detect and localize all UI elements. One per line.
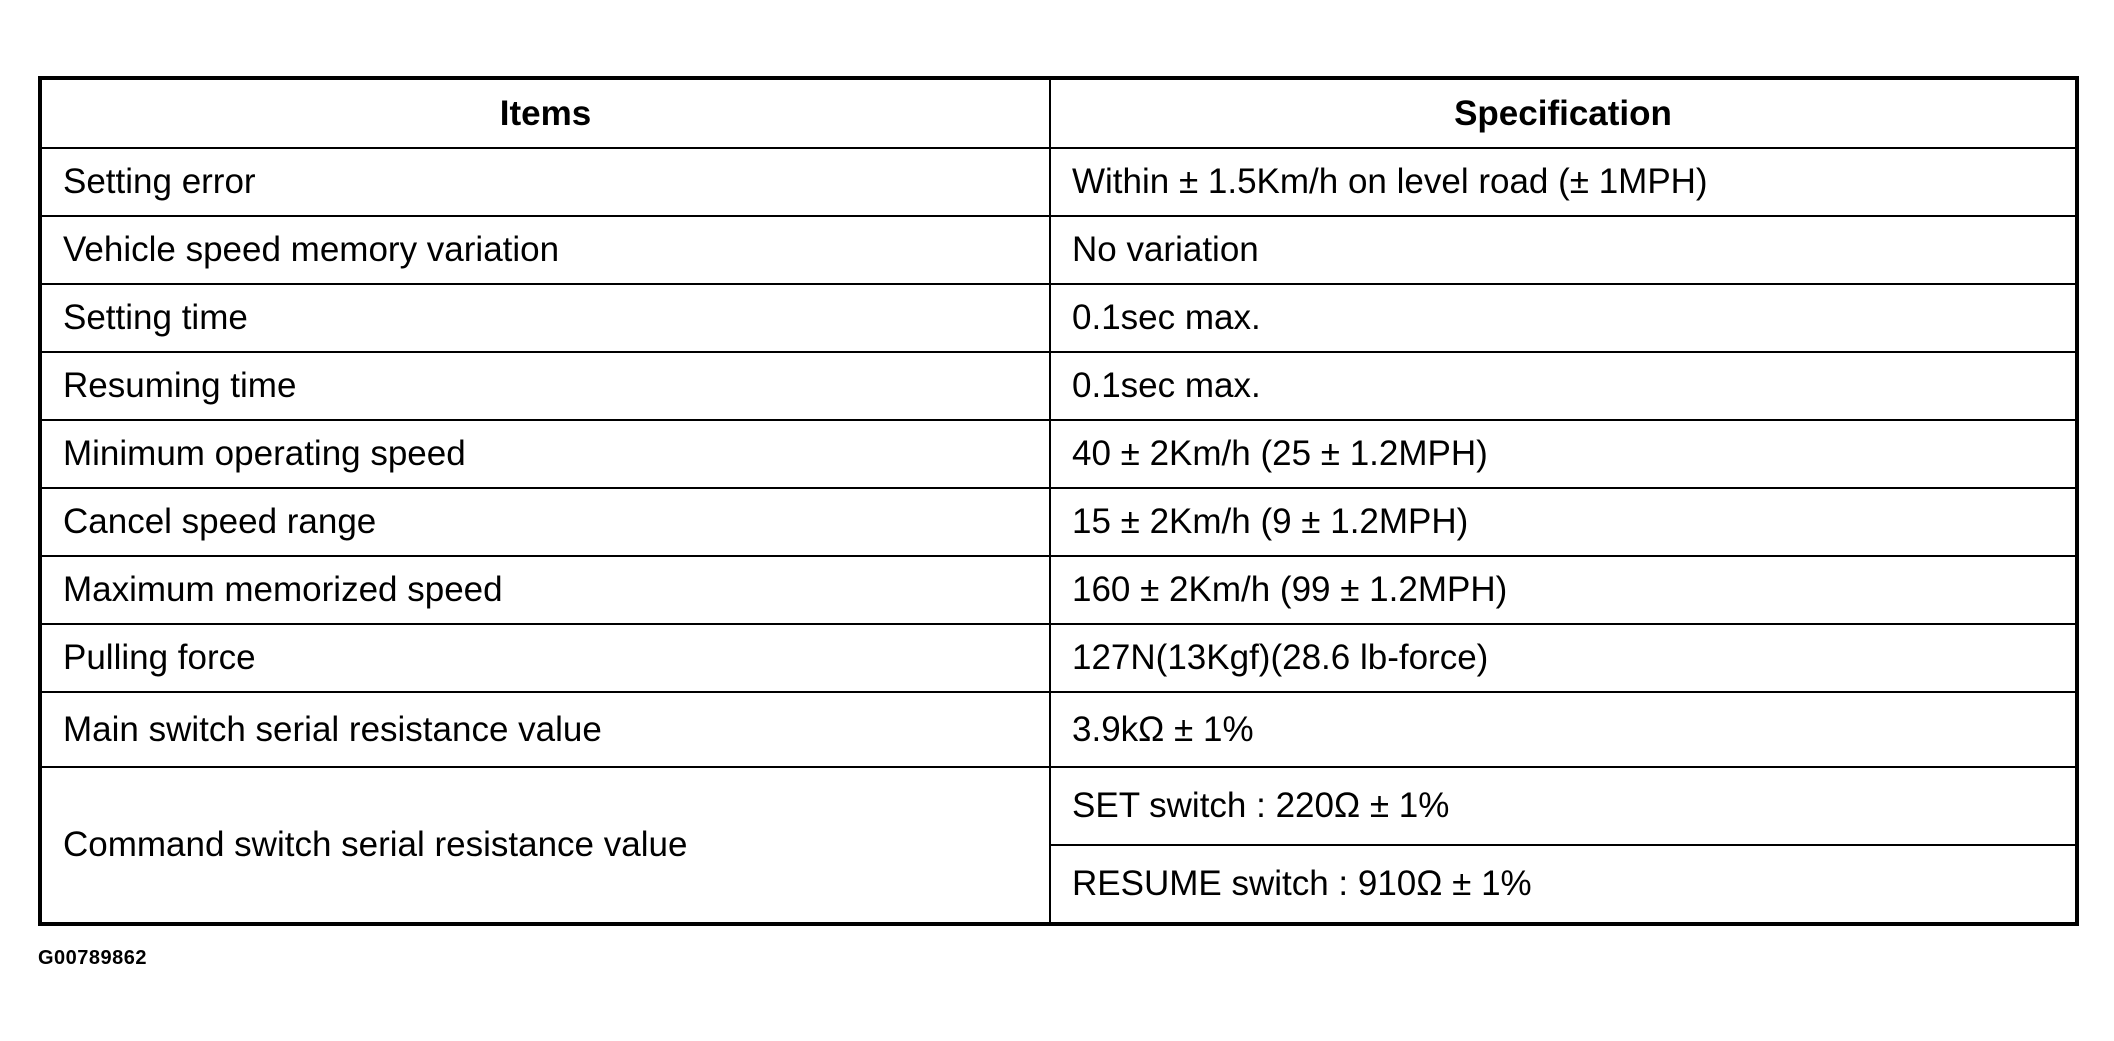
spec-cell: 15 ± 2Km/h (9 ± 1.2MPH) <box>1050 488 2077 556</box>
spec-cell: 160 ± 2Km/h (99 ± 1.2MPH) <box>1050 556 2077 624</box>
spec-cell: Within ± 1.5Km/h on level road (± 1MPH) <box>1050 148 2077 216</box>
table-row <box>40 284 2077 352</box>
header-specification: Specification <box>1050 78 2077 148</box>
item-cell: Command switch serial resistance value <box>40 767 1050 924</box>
header-items: Items <box>40 78 1050 148</box>
table-row <box>40 488 2077 556</box>
table-row-command-switch <box>40 767 2077 845</box>
spec-cell: No variation <box>1050 216 2077 284</box>
item-cell: Resuming time <box>40 352 1050 420</box>
spec-cell: 0.1sec max. <box>1050 352 2077 420</box>
table-row <box>40 420 2077 488</box>
figure-id: G00789862 <box>38 947 148 969</box>
spec-cell: 3.9kΩ ± 1% <box>1050 692 2077 767</box>
item-cell: Cancel speed range <box>40 488 1050 556</box>
item-cell: Setting time <box>40 284 1050 352</box>
item-cell: Maximum memorized speed <box>40 556 1050 624</box>
spec-cell-resume-switch: RESUME switch : 910Ω ± 1% <box>1050 845 2077 924</box>
table-row <box>40 692 2077 767</box>
table-row <box>40 148 2077 216</box>
spec-cell: 127N(13Kgf)(28.6 lb-force) <box>1050 624 2077 692</box>
table-row <box>40 352 2077 420</box>
item-cell: Pulling force <box>40 624 1050 692</box>
spec-cell: 40 ± 2Km/h (25 ± 1.2MPH) <box>1050 420 2077 488</box>
table-header-row <box>40 78 2077 148</box>
item-cell: Setting error <box>40 148 1050 216</box>
table-row <box>40 624 2077 692</box>
spec-cell: 0.1sec max. <box>1050 284 2077 352</box>
item-cell: Minimum operating speed <box>40 420 1050 488</box>
item-cell: Vehicle speed memory variation <box>40 216 1050 284</box>
table-row <box>40 216 2077 284</box>
specification-table <box>38 76 2079 926</box>
table-row <box>40 556 2077 624</box>
item-cell: Main switch serial resistance value <box>40 692 1050 767</box>
spec-cell-set-switch: SET switch : 220Ω ± 1% <box>1050 767 2077 845</box>
